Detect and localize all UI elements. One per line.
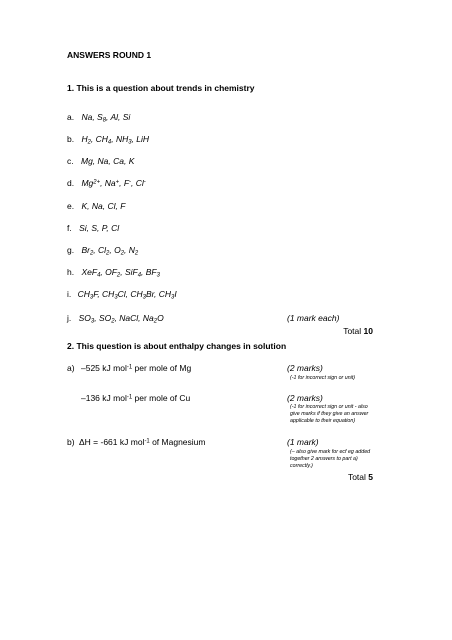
answer-row: [67, 223, 119, 234]
subscript: 4: [137, 272, 142, 279]
answer-label: j.: [67, 313, 72, 323]
formula-text: per mole of Mg: [132, 363, 192, 373]
question-1-total: [331, 326, 373, 337]
part-b-answer: [79, 437, 205, 448]
answer-label: h.: [67, 267, 75, 277]
answer-label: a.: [67, 112, 75, 122]
subscript: 2: [153, 318, 158, 325]
answer-formula: [81, 245, 138, 255]
answer-formula: [79, 313, 164, 323]
formula-text: of Magnesium: [149, 437, 206, 447]
subscript: 4: [107, 139, 112, 146]
formula-text: , SiF: [120, 267, 138, 277]
part-b-note-line: correctly.): [290, 463, 313, 469]
question-1-title: 1. This is a question about trends in chemistry: [67, 83, 255, 93]
answer-formula: [79, 223, 119, 233]
formula-text: I: [174, 289, 177, 299]
formula-text: F, CH: [93, 289, 115, 299]
answer-label: g.: [67, 245, 75, 255]
answer-label: d.: [67, 178, 75, 188]
total-value: 5: [368, 472, 373, 482]
total-label: Total: [347, 472, 369, 482]
formula-text: Cl, CH: [117, 289, 143, 299]
superscript: -: [143, 179, 146, 186]
subscript: 2: [106, 250, 110, 257]
subscript: 3: [171, 294, 175, 301]
formula-text: , N: [124, 245, 135, 255]
formula-text: , SO: [94, 313, 112, 323]
part-a-answer-cu: [81, 393, 190, 404]
subscript: 2: [120, 250, 124, 257]
formula-text: XeF: [81, 267, 98, 277]
part-b-label: b): [67, 437, 75, 447]
formula-text: Br, CH: [145, 289, 172, 299]
answer-formula: [81, 178, 145, 188]
answer-label: e.: [67, 201, 75, 211]
part-a-answer-mg: [81, 363, 191, 374]
superscript: -1: [144, 438, 150, 445]
subscript: 2: [116, 272, 121, 279]
subscript: 3: [89, 294, 94, 301]
answer-formula: [81, 156, 134, 166]
formula-text: Mg: [81, 178, 94, 188]
formula-text: , LiH: [131, 134, 150, 144]
subscript: 2: [111, 318, 115, 325]
formula-text: Mg, Na, Ca, K: [81, 156, 135, 166]
formula-text: Si, S, P, Cl: [79, 223, 120, 233]
subscript: 3: [128, 139, 132, 146]
total-value: 10: [363, 326, 373, 336]
formula-text: , BF: [141, 267, 157, 277]
question-2-total: [331, 472, 373, 483]
subscript: 3: [156, 272, 160, 279]
formula-text: , Cl: [93, 245, 107, 255]
answer-formula: [78, 289, 177, 299]
part-b-marks: (1 mark): [287, 437, 319, 447]
formula-text: CH: [77, 289, 90, 299]
answer-label: f.: [67, 223, 72, 233]
subscript: 2: [87, 139, 91, 146]
subscript: 3: [114, 294, 118, 301]
formula-text: , Cl: [131, 178, 144, 188]
part-a-note-mg: (-1 for incorrect sign or unit): [290, 375, 356, 381]
answer-row: [67, 313, 164, 324]
formula-text: Na, S: [81, 112, 103, 122]
formula-text: SO: [78, 313, 91, 323]
superscript: +: [115, 179, 120, 186]
answer-row: [67, 156, 134, 167]
answer-row: [67, 245, 138, 256]
formula-text: H: [81, 134, 88, 144]
answer-row: [67, 289, 177, 300]
formula-text: –525 kJ mol: [81, 363, 127, 373]
formula-text: , O: [109, 245, 121, 255]
answer-row: [67, 112, 130, 123]
subscript: 3: [142, 294, 146, 301]
formula-text: , F: [119, 178, 130, 188]
answer-row: [67, 134, 149, 145]
part-a-note-cu-line: applicable to their equation): [290, 418, 356, 424]
answer-formula: [81, 112, 130, 122]
subscript: 2: [89, 250, 94, 257]
question-2-title: 2. This question is about enthalpy changes in solution: [67, 341, 287, 351]
part-a-marks-mg: (2 marks): [287, 363, 323, 373]
superscript: -1: [126, 394, 133, 401]
subscript: 8: [102, 117, 107, 124]
superscript: -: [129, 179, 132, 186]
formula-text: , OF: [100, 267, 117, 277]
answer-formula: [81, 201, 125, 211]
part-a-note-cu-line: (-1 for incorrect sign or unit - also: [290, 404, 368, 410]
answer-formula: [81, 134, 149, 144]
formula-text: per mole of Cu: [132, 393, 191, 403]
answer-label: i.: [67, 289, 72, 299]
answer-row: [67, 267, 160, 278]
formula-text: –136 kJ mol: [81, 393, 127, 403]
answer-label: c.: [67, 156, 74, 166]
formula-text: K, Na, Cl, F: [81, 201, 126, 211]
subscript: 3: [90, 318, 95, 325]
answer-row: [67, 178, 146, 189]
formula-text: , NaCl, Na: [114, 313, 154, 323]
answer-label: b.: [67, 134, 75, 144]
answer-formula: [81, 267, 159, 277]
part-a-label: a): [67, 363, 75, 373]
question-1-marks: (1 mark each): [287, 313, 340, 323]
superscript: -1: [126, 364, 133, 371]
formula-text: O: [157, 313, 164, 323]
subscript: 4: [97, 272, 101, 279]
total-label: Total: [343, 326, 364, 336]
part-a-note-cu-line: give marks if they give an answer: [290, 411, 369, 417]
subscript: 2: [134, 250, 139, 257]
formula-text: , Na: [100, 178, 116, 188]
part-b-note-line: (– also give mark for ecf eg added: [290, 449, 371, 455]
formula-text: , Al, Si: [106, 112, 131, 122]
part-b-note-line: together 2 answers to part a): [290, 456, 358, 462]
answer-row: [67, 201, 125, 212]
formula-text: ΔH = -661 kJ mol: [79, 437, 145, 447]
page-heading: ANSWERS ROUND 1: [67, 50, 152, 60]
part-a-marks-cu: (2 marks): [287, 393, 323, 403]
formula-text: , CH: [90, 134, 108, 144]
superscript: 2+: [93, 179, 101, 186]
formula-text: , NH: [111, 134, 129, 144]
formula-text: Br: [81, 245, 90, 255]
